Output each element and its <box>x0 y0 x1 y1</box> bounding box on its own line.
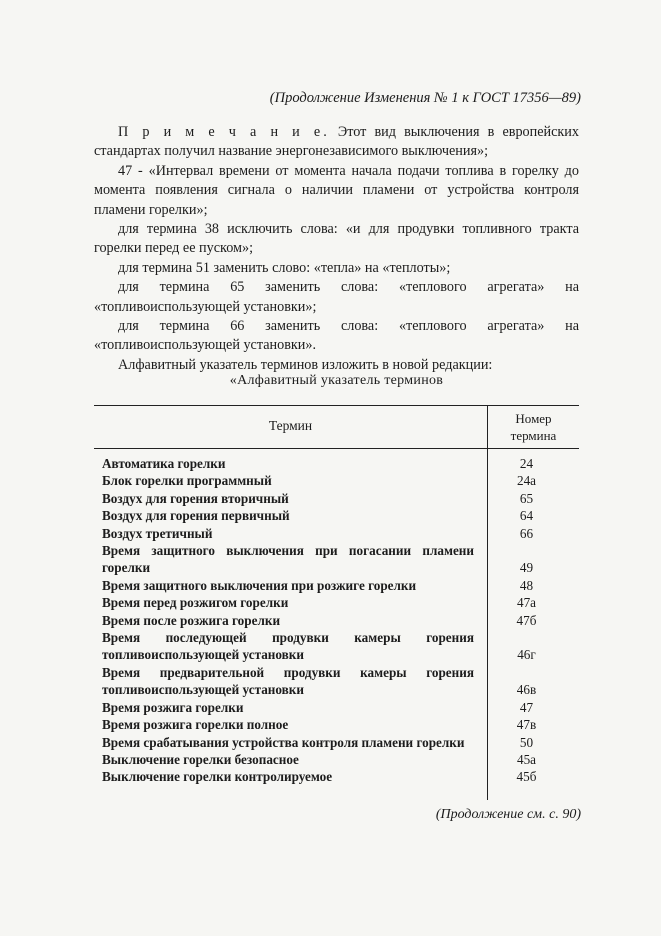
term-cell: Блок горелки программный <box>102 473 272 489</box>
term-cell: Время перед розжигом горелки <box>102 595 289 611</box>
table-row <box>102 542 579 577</box>
term-number-cell: 49 <box>519 560 534 576</box>
paragraph-term-66: для термина 66 заменить слова: «теплового агрегата» на «топливоиспользующей установки». <box>94 318 579 354</box>
term-number-cell: 47а <box>516 595 537 611</box>
term-number-cell: 47в <box>516 717 537 733</box>
table-row <box>102 490 579 507</box>
term-number-cell: 45б <box>516 769 537 785</box>
table-row <box>102 472 579 489</box>
table-row <box>102 594 579 611</box>
table-row <box>102 699 579 716</box>
table-row <box>102 525 579 542</box>
term-cell: Время после розжига горелки <box>102 612 281 628</box>
table-row <box>102 734 579 751</box>
table-row <box>102 716 579 733</box>
paragraph-term-65: для термина 65 заменить слова: «теплового агрегата» на «топливоиспользующей установки»; <box>94 279 579 315</box>
table-row <box>102 507 579 524</box>
paragraph-term-47: 47 - «Интервал времени от момента начала подачи топлива в горелку до момента появления сигнала о наличии пламени от устройства контроля пламени горелки»; <box>94 162 579 218</box>
table-row <box>102 751 579 768</box>
table-header-number <box>488 410 579 444</box>
term-cell: Выключение горелки контролируемое <box>102 769 333 785</box>
term-cell: Время предварительной продувки камеры горения топливоиспользующей установки <box>102 664 474 698</box>
term-cell: Время розжига горелки <box>102 699 244 715</box>
term-cell: Воздух для горения вторичный <box>102 490 289 506</box>
index-title: «Алфавитный указатель терминов <box>229 373 444 388</box>
table-row <box>102 629 579 664</box>
table-header-term: Термин <box>268 418 313 433</box>
page-header: (Продолжение Изменения № 1 к ГОСТ 17356—89) <box>269 90 581 106</box>
note-paragraph <box>94 123 579 162</box>
paragraph-term-38: для термина 38 исключить слова: «и для продувки топливного тракта горелки перед ее пуском»; <box>94 221 579 257</box>
body-text <box>94 123 579 375</box>
note-rest: Этот вид выключения в европейских стандартах получил название энергонезависимого выключения»; <box>94 124 579 160</box>
term-number-cell: 46г <box>517 647 536 663</box>
term-number-cell: 47 <box>519 699 534 715</box>
table-row <box>102 612 579 629</box>
term-number-cell: 46в <box>516 682 537 698</box>
term-number-cell: 24а <box>516 473 537 489</box>
term-number-cell: 64 <box>519 508 534 524</box>
term-number-cell: 50 <box>519 734 534 750</box>
paragraph-term-51: для термина 51 заменить слово: «тепла» на «теплоты»; <box>118 259 451 276</box>
term-cell: Время последующей продувки камеры горения топливоиспользующей установки <box>102 630 474 663</box>
table-header-rule <box>94 448 579 449</box>
term-number-cell: 47б <box>516 612 537 628</box>
term-cell: Выключение горелки безопасное <box>102 751 299 767</box>
table-top-rule <box>94 405 579 406</box>
term-number-cell: 66 <box>519 525 534 541</box>
term-cell: Время срабатывания устройства контроля пламени горелки <box>102 734 465 750</box>
term-number-cell: 45а <box>516 751 537 767</box>
term-cell: Автоматика горелки <box>102 456 226 471</box>
term-cell: Время защитного выключения при погасании пламени горелки <box>102 543 474 576</box>
page-footer: (Продолжение см. с. 90) <box>435 807 581 822</box>
note-lead: П р и м е ч а н и е. <box>118 124 330 140</box>
table-header-number-line2: термина <box>510 428 557 443</box>
table-row <box>102 768 579 785</box>
term-number-cell: 24 <box>519 456 534 471</box>
table-row <box>102 455 579 472</box>
paragraph-index-intro: Алфавитный указатель терминов изложить в новой редакции: <box>118 356 493 373</box>
term-cell: Время розжига горелки полное <box>102 717 289 733</box>
term-number-cell: 48 <box>519 577 534 593</box>
table-header-number-line1: Номер <box>515 411 552 426</box>
term-cell: Воздух для горения первичный <box>102 508 290 524</box>
table-row <box>102 664 579 699</box>
table-row <box>102 577 579 594</box>
table-body <box>102 455 579 786</box>
term-cell: Воздух третичный <box>102 525 213 541</box>
term-cell: Время защитного выключения при розжиге горелки <box>102 577 417 593</box>
term-number-cell: 65 <box>519 490 534 506</box>
